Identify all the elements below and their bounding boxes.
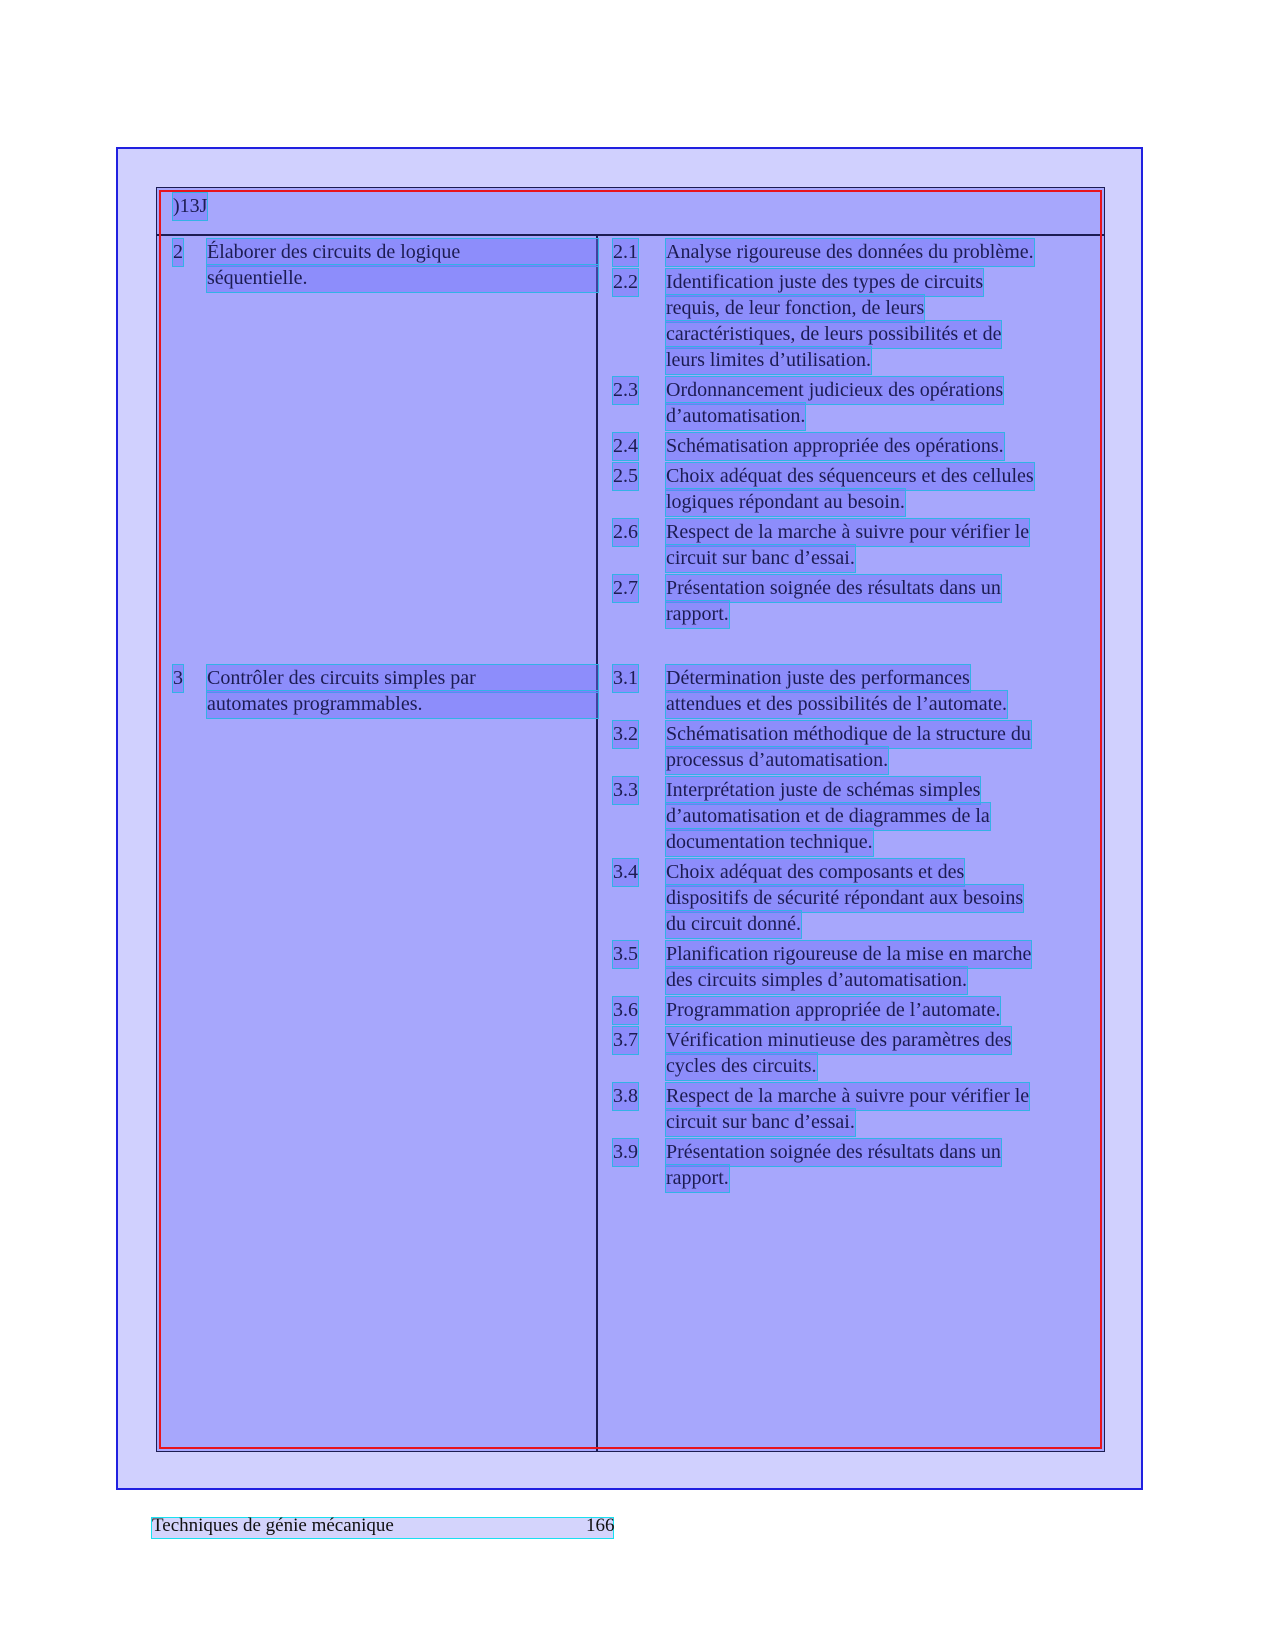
criterion-number: 2.1 bbox=[613, 239, 638, 266]
criterion-text-line: logiques répondant au besoin. bbox=[666, 489, 905, 516]
criterion-number: 2.3 bbox=[613, 377, 638, 404]
criterion-number: 3.8 bbox=[613, 1083, 638, 1110]
criterion-text-line: Identification juste des types de circuits bbox=[666, 269, 983, 296]
criterion-text-line: attendues et des possibilités de l’automate. bbox=[666, 691, 1007, 718]
column-divider bbox=[596, 234, 598, 1452]
criterion-text-line: processus d’automatisation. bbox=[666, 747, 888, 774]
competency-text-line: séquentielle. bbox=[207, 265, 598, 292]
criterion-text-line: Ordonnancement judicieux des opérations bbox=[666, 377, 1003, 404]
criterion-text-line: Respect de la marche à suivre pour vérifier le bbox=[666, 1083, 1029, 1110]
criterion-number: 3.7 bbox=[613, 1027, 638, 1054]
criterion-text-line: caractéristiques, de leurs possibilités et de bbox=[666, 321, 1001, 348]
criterion-text-line: Schématisation appropriée des opérations. bbox=[666, 433, 1004, 460]
criterion-text-line: du circuit donné. bbox=[666, 911, 801, 938]
criterion-text-line: Respect de la marche à suivre pour vérifier le bbox=[666, 519, 1029, 546]
course-code: )13J bbox=[173, 193, 207, 220]
criterion-text-line: cycles des circuits. bbox=[666, 1053, 817, 1080]
competency-text-line: automates programmables. bbox=[207, 691, 598, 718]
criterion-number: 3.1 bbox=[613, 665, 638, 692]
criterion-text-line: Choix adéquat des séquenceurs et des cellules bbox=[666, 463, 1034, 490]
criterion-number: 3.5 bbox=[613, 941, 638, 968]
criterion-text-line: documentation technique. bbox=[666, 829, 873, 856]
criterion-text-line: Programmation appropriée de l’automate. bbox=[666, 997, 1000, 1024]
criterion-text-line: circuit sur banc d’essai. bbox=[666, 1109, 855, 1136]
competency-number: 3 bbox=[173, 665, 183, 692]
criterion-text-line: Présentation soignée des résultats dans un bbox=[666, 1139, 1001, 1166]
criterion-text-line: dispositifs de sécurité répondant aux besoins bbox=[666, 885, 1023, 912]
criterion-text-line: Choix adéquat des composants et des bbox=[666, 859, 964, 886]
criterion-text-line: rapport. bbox=[666, 1165, 729, 1192]
criterion-text-line: leurs limites d’utilisation. bbox=[666, 347, 871, 374]
criterion-number: 3.9 bbox=[613, 1139, 638, 1166]
page-number: 166 bbox=[586, 1515, 615, 1536]
criterion-number: 3.3 bbox=[613, 777, 638, 804]
criterion-text-line: des circuits simples d’automatisation. bbox=[666, 967, 967, 994]
criterion-text-line: Schématisation méthodique de la structure du bbox=[666, 721, 1031, 748]
criterion-text-line: Présentation soignée des résultats dans un bbox=[666, 575, 1001, 602]
criterion-number: 3.4 bbox=[613, 859, 638, 886]
header-divider bbox=[156, 234, 1105, 236]
criterion-number: 2.4 bbox=[613, 433, 638, 460]
criterion-number: 2.5 bbox=[613, 463, 638, 490]
criterion-text-line: d’automatisation. bbox=[666, 403, 805, 430]
criterion-text-line: requis, de leur fonction, de leurs bbox=[666, 295, 924, 322]
footer-title: Techniques de génie mécanique bbox=[152, 1515, 394, 1536]
criterion-text-line: rapport. bbox=[666, 601, 729, 628]
criterion-text-line: Interprétation juste de schémas simples bbox=[666, 777, 980, 804]
competency-text-line: Élaborer des circuits de logique bbox=[207, 239, 598, 266]
criterion-number: 2.7 bbox=[613, 575, 638, 602]
competency-text-line: Contrôler des circuits simples par bbox=[207, 665, 598, 692]
criterion-text-line: d’automatisation et de diagrammes de la bbox=[666, 803, 990, 830]
criterion-text-line: Analyse rigoureuse des données du problème. bbox=[666, 239, 1034, 266]
competency-number: 2 bbox=[173, 239, 183, 266]
criterion-text-line: circuit sur banc d’essai. bbox=[666, 545, 855, 572]
criterion-text-line: Vérification minutieuse des paramètres des bbox=[666, 1027, 1011, 1054]
criterion-number: 3.2 bbox=[613, 721, 638, 748]
criterion-number: 2.6 bbox=[613, 519, 638, 546]
criterion-number: 2.2 bbox=[613, 269, 638, 296]
criterion-text-line: Détermination juste des performances bbox=[666, 665, 970, 692]
criterion-number: 3.6 bbox=[613, 997, 638, 1024]
criterion-text-line: Planification rigoureuse de la mise en marche bbox=[666, 941, 1031, 968]
